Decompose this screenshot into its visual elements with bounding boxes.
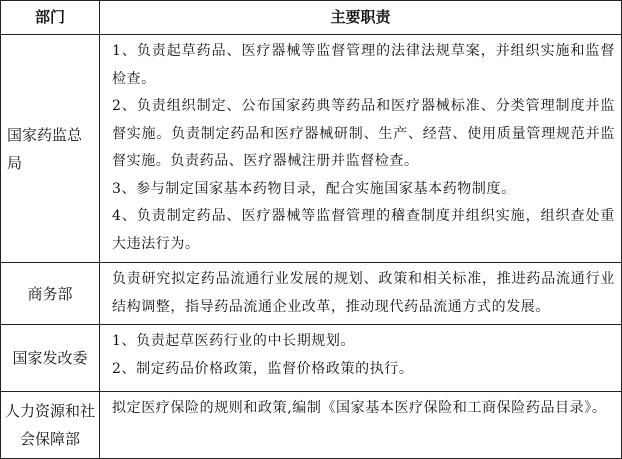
table-row bbox=[1, 392, 622, 459]
duty-item: 2、制定药品价格政策，监督价格政策的执行。 bbox=[112, 360, 414, 377]
duty-item: 1、负责起草医药行业的中长期规划。 bbox=[112, 333, 356, 349]
duty-item: 负责研究拟定药品流通行业发展的规划、政策和相关标准，推进药品流通行业结构调整，指导药品流通企业改革，推动现代药品流通方式的发展。 bbox=[112, 271, 615, 315]
duty-cell bbox=[100, 392, 622, 459]
duty-item: 拟定医疗保险的规则和政策,编制《国家基本医疗保险和工商保险药品目录》。 bbox=[112, 400, 607, 416]
dept-cell: 人力资源和社会保障部 bbox=[1, 392, 100, 459]
table-row bbox=[1, 35, 622, 263]
header-row bbox=[1, 1, 622, 35]
dept-cell: 国家药监总局 bbox=[1, 35, 100, 263]
dept-cell: 国家发改委 bbox=[1, 325, 100, 392]
table-row bbox=[1, 263, 622, 325]
duty-cell bbox=[100, 35, 622, 263]
duty-item: 1、负责起草药品、医疗器械等监督管理的法律法规草案，并组织实施和监督检查。 bbox=[112, 43, 615, 87]
header-dept: 部门 bbox=[1, 1, 100, 35]
header-duty: 主要职责 bbox=[100, 1, 622, 35]
duty-item: 3、参与制定国家基本药物目录，配合实施国家基本药物制度。 bbox=[112, 180, 516, 197]
duty-cell bbox=[100, 325, 622, 392]
table-row bbox=[1, 325, 622, 392]
duty-item: 4、负责制定药品、医疗器械等监督管理的稽查制度并组织实施，组织查处重大违法行为。 bbox=[112, 208, 615, 252]
duty-cell bbox=[100, 263, 622, 325]
duty-item: 2、负责组织制定、公布国家药典等药品和医疗器械标准、分类管理制度并监督实施。负责制定药品和医疗器械研制、生产、经营、使用质量管理规范并监督实施。负责药品、医疗器械注册并监督检查。 bbox=[112, 98, 615, 169]
dept-cell: 商务部 bbox=[1, 263, 100, 325]
